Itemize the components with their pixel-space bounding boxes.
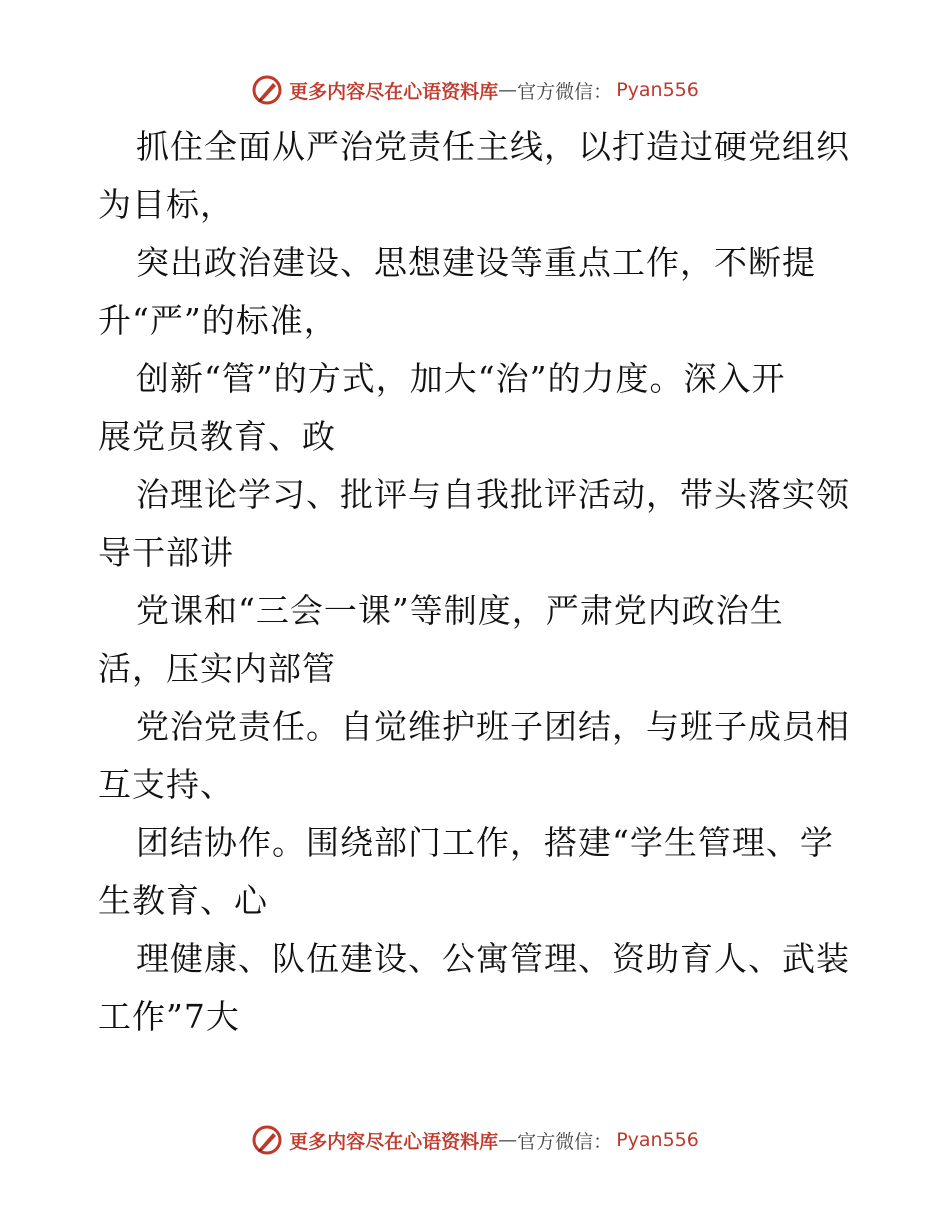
- text-line: 党课和“三会一课”等制度，严肃党内政治生: [136, 591, 784, 630]
- pen-logo-icon: [251, 74, 283, 106]
- watermark-wechat-label: 官方微信：: [517, 1130, 613, 1153]
- watermark-dash: —: [498, 79, 518, 101]
- text-line: 理健康、队伍建设、公寓管理、资助育人、武装: [136, 939, 850, 978]
- text-line: 升“严”的标准，: [98, 301, 338, 340]
- text-line: 工作”7大: [98, 997, 240, 1036]
- text-line: 抓住全面从严治党责任主线，以打造过硬党组织: [136, 127, 850, 166]
- watermark-site-text: 更多内容尽在心语资料库: [289, 80, 499, 103]
- watermark-wechat-id: Pyan556: [616, 1129, 699, 1151]
- text-line: 活，压实内部管: [98, 649, 336, 688]
- text-line: 互支持、: [98, 765, 234, 804]
- text-line: 党治党责任。自觉维护班子团结，与班子成员相: [136, 707, 850, 746]
- text-line: 导干部讲: [98, 533, 234, 572]
- text-line: 突出政治建设、思想建设等重点工作，不断提: [136, 243, 816, 282]
- watermark-wechat-label: 官方微信：: [517, 80, 613, 103]
- watermark-wechat-id: Pyan556: [616, 79, 699, 101]
- watermark-dash: —: [498, 1129, 518, 1151]
- text-line: 生教育、心: [98, 881, 268, 920]
- text-line: 展党员教育、政: [98, 417, 336, 456]
- watermark-site-text: 更多内容尽在心语资料库: [289, 1130, 499, 1153]
- text-line: 治理论学习、批评与自我批评活动，带头落实领: [136, 475, 850, 514]
- pen-logo-icon: [251, 1124, 283, 1156]
- document-body: [98, 118, 858, 1046]
- footer-watermark: [0, 1120, 950, 1160]
- text-line: 为目标，: [98, 185, 234, 224]
- text-line: 创新“管”的方式，加大“治”的力度。深入开: [136, 359, 786, 398]
- text-line: 团结协作。围绕部门工作，搭建“学生管理、学: [136, 823, 834, 862]
- header-watermark: [0, 70, 950, 110]
